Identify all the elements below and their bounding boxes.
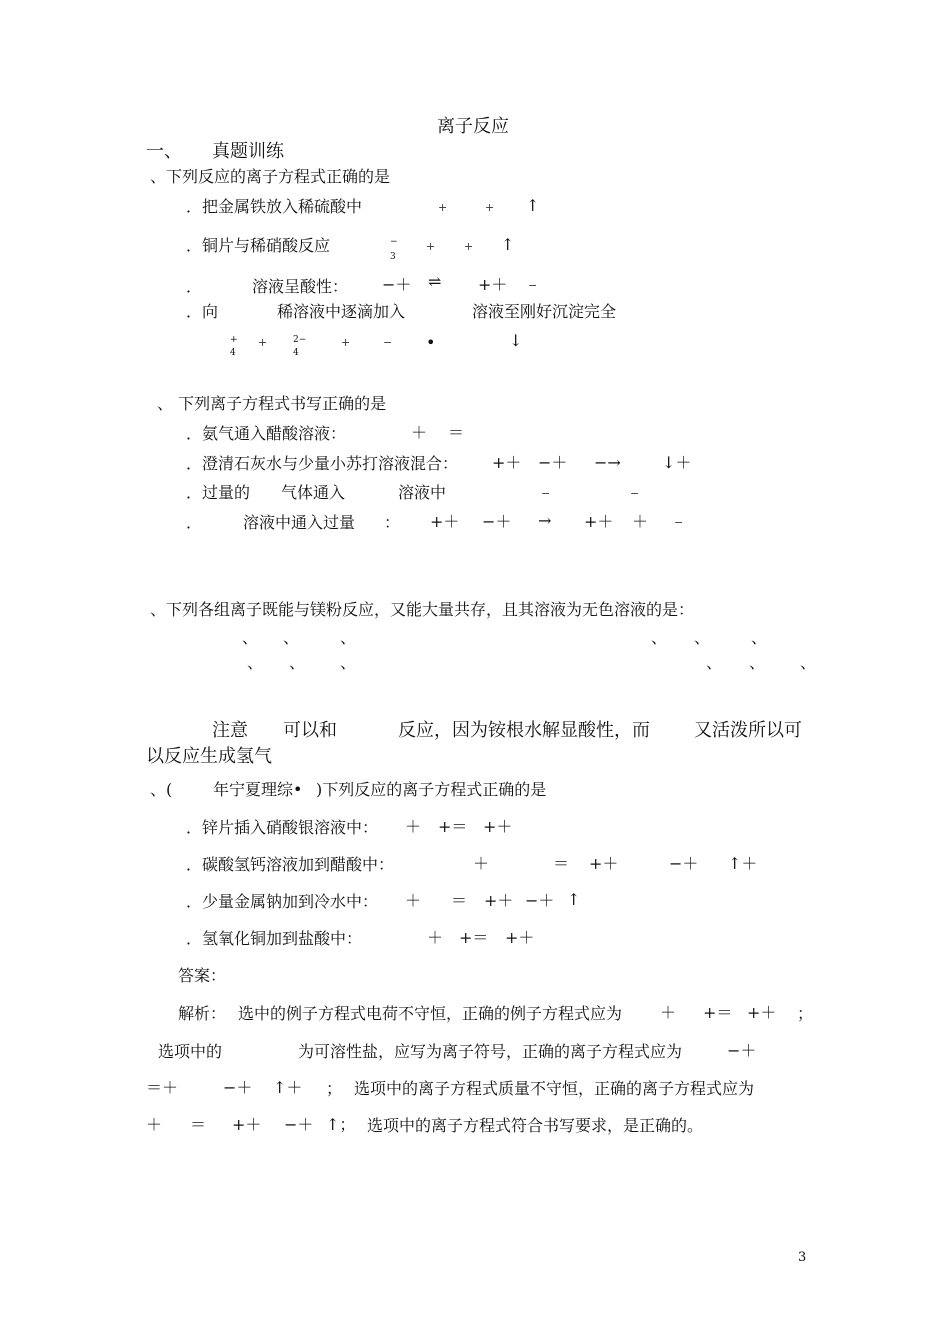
q4-option-a: ．锌片插入硝酸银溶液中：: [186, 818, 379, 837]
q1-d-sym: +: [230, 335, 238, 345]
q4-c-sym: ＋: [405, 891, 422, 910]
q4-c-arrow: ↑: [567, 890, 581, 909]
q2-b-sym: +＋: [492, 453, 522, 472]
q3-stem: 、下列各组离子既能与镁粉反应，又能大量共存，且其溶液为无色溶液的是：: [150, 600, 695, 619]
q2-b-sym: ↓＋: [662, 453, 692, 472]
q1-option-c: 溶液呈酸性：: [252, 277, 349, 296]
note-text: 可以和: [283, 720, 337, 741]
note-text-line2: 以反应生成氢气: [146, 746, 272, 767]
q1-b-sym: +: [464, 240, 474, 253]
q1-option-c-dot: ．: [186, 277, 203, 296]
q2-option-d-dot: ．: [186, 513, 203, 532]
analysis-line-2b: 为可溶性盐，应写为离子符号，正确的离子方程式应为: [298, 1042, 683, 1061]
q1-option-d-end: 溶液至刚好沉淀完全: [472, 302, 617, 321]
q4-a-sym: +＝: [438, 817, 468, 836]
q2-d-sym: −＋: [482, 512, 512, 531]
analysis-line-3: 选项中的离子方程式质量不守恒，正确的离子方程式应为: [354, 1079, 755, 1098]
q2-option-c: ．过量的: [186, 483, 251, 502]
q2-b-sym: −→: [594, 453, 621, 472]
q1-c-sym: −: [528, 279, 538, 292]
analysis-sym: ↑；: [326, 1115, 356, 1134]
q1-a-sym: +: [485, 201, 495, 214]
q4-d-sym: +＋: [505, 928, 535, 947]
q3-sep: 、: [751, 628, 768, 647]
analysis-sym: ＝＋: [146, 1078, 179, 1097]
note-text: 注意: [212, 720, 248, 741]
q1-c-equilibrium: ⇌: [428, 272, 442, 291]
q3-sep: 、: [651, 628, 668, 647]
q4-stem: )下列反应的离子方程式正确的是: [316, 780, 547, 799]
q4-d-sym: ＋: [427, 928, 444, 947]
q2-b-sym: −＋: [538, 453, 568, 472]
q1-stem: 、下列反应的离子方程式正确的是: [150, 167, 391, 186]
q2-option-c-end: 溶液中: [398, 483, 447, 502]
q4-option-b: ．碳酸氢钙溶液加到醋酸中：: [186, 855, 395, 874]
q3-sep: 、: [340, 628, 357, 647]
q1-b-sym: +: [426, 240, 436, 253]
q1-d-sub: 4: [293, 348, 299, 358]
q4-d-sym: +＝: [459, 928, 489, 947]
note-text: 又活泼所以可: [694, 720, 802, 741]
q3-sep: 、: [706, 653, 723, 672]
q2-option-d: 溶液中通入过量: [243, 513, 356, 532]
q1-option-a: ．把金属铁放入稀硫酸中: [186, 197, 363, 216]
analysis-sym: +＋: [232, 1115, 262, 1134]
q3-sep: 、: [289, 653, 306, 672]
q4-a-sym: +＋: [483, 817, 513, 836]
q1-b-sub: 3: [390, 252, 396, 262]
analysis-sym: −＋: [284, 1115, 314, 1134]
analysis-line-4: 选项中的离子方程式符合书写要求，是正确的。: [367, 1116, 704, 1135]
q1-a-arrow: ↑: [526, 196, 540, 215]
section-number: 一、: [146, 141, 182, 162]
analysis-sym: −＋: [727, 1041, 757, 1060]
q2-a-sym: ＋: [411, 423, 428, 442]
analysis-sym: ＋: [146, 1115, 163, 1134]
answer-label: 答案：: [178, 966, 227, 985]
q1-c-sym: −＋: [382, 275, 412, 294]
q4-stem-prefix: 、(: [150, 780, 173, 799]
q3-sep: 、: [800, 653, 817, 672]
q2-c-sym: −: [630, 487, 640, 500]
analysis-sym: ＋: [660, 1003, 677, 1022]
analysis-sym: ；: [326, 1079, 343, 1098]
analysis-sym: ↑＋: [273, 1078, 303, 1097]
analysis-line-1: 选中的例子方程式电荷不守恒，正确的例子方程式应为: [238, 1004, 623, 1023]
q4-option-d: ．氢氧化铜加到盐酸中：: [186, 929, 363, 948]
q3-sep: 、: [242, 628, 259, 647]
q4-b-sym: ＝: [553, 854, 570, 873]
analysis-sym: −＋: [223, 1078, 253, 1097]
q2-d-sym: ＋: [632, 512, 649, 531]
q3-sep: 、: [340, 653, 357, 672]
section-title: 真题训练: [212, 141, 284, 162]
q4-option-c: ．少量金属钠加到冷水中：: [186, 892, 379, 911]
q2-d-sym: +＋: [584, 512, 614, 531]
q1-option-d-mid: 稀溶液中逐滴加入: [277, 302, 406, 321]
q1-c-sym: +＋: [478, 275, 508, 294]
page-title: 离子反应: [437, 116, 509, 137]
q3-sep: 、: [247, 653, 264, 672]
q2-option-b: ．澄清石灰水与少量小苏打溶液混合：: [186, 454, 459, 473]
q2-stem: 、 下列离子方程式书写正确的是: [157, 394, 387, 413]
q1-d-sym: +: [341, 336, 351, 349]
q2-option-a: ．氨气通入醋酸溶液：: [186, 424, 347, 443]
analysis-sym: +＝: [703, 1003, 733, 1022]
q3-sep: 、: [283, 628, 300, 647]
q1-d-dot: •: [426, 333, 436, 352]
q1-d-arrow: ↓: [509, 331, 523, 350]
analysis-label: 解析：: [178, 1004, 227, 1023]
analysis-sym: ＝: [190, 1115, 207, 1134]
q2-d-sym: −: [674, 516, 684, 529]
q1-option-b: ．铜片与稀硝酸反应: [186, 236, 331, 255]
q3-sep: 、: [694, 628, 711, 647]
q2-option-d-colon: ：: [384, 513, 401, 532]
q4-b-sym: −＋: [669, 854, 699, 873]
page-number: 3: [798, 1250, 807, 1265]
q1-option-d: ．向: [186, 302, 219, 321]
q1-b-sym: −: [390, 237, 398, 247]
note-text: 反应，因为铵根水解显酸性，而: [398, 720, 650, 741]
q4-b-sym: ↑＋: [728, 854, 758, 873]
analysis-sym: ；: [797, 1004, 814, 1023]
q2-c-sym: −: [541, 487, 551, 500]
q2-a-sym: ＝: [448, 423, 465, 442]
analysis-sym: +＋: [747, 1003, 777, 1022]
q4-a-sym: ＋: [405, 817, 422, 836]
q1-d-sym: +: [258, 336, 268, 349]
analysis-line-2a: 选项中的: [158, 1042, 223, 1061]
q1-d-sym: −: [383, 336, 393, 349]
q4-b-sym: ＋: [473, 854, 490, 873]
q2-d-sym: +＋: [430, 512, 460, 531]
q2-option-c-mid: 气体通入: [281, 483, 346, 502]
q4-c-sym: ＝: [451, 891, 468, 910]
q1-a-sym: +: [438, 201, 448, 214]
q1-b-arrow: ↑: [501, 235, 515, 254]
q3-sep: 、: [749, 653, 766, 672]
q1-d-sub: 4: [230, 348, 236, 358]
q4-c-sym: −＋: [525, 891, 555, 910]
q1-d-sym: 2−: [293, 335, 307, 345]
q4-b-sym: +＋: [589, 854, 619, 873]
q4-stem-source: 年宁夏理综•: [213, 780, 303, 799]
q2-d-arrow: →: [538, 511, 552, 530]
q4-c-sym: +＋: [484, 891, 514, 910]
